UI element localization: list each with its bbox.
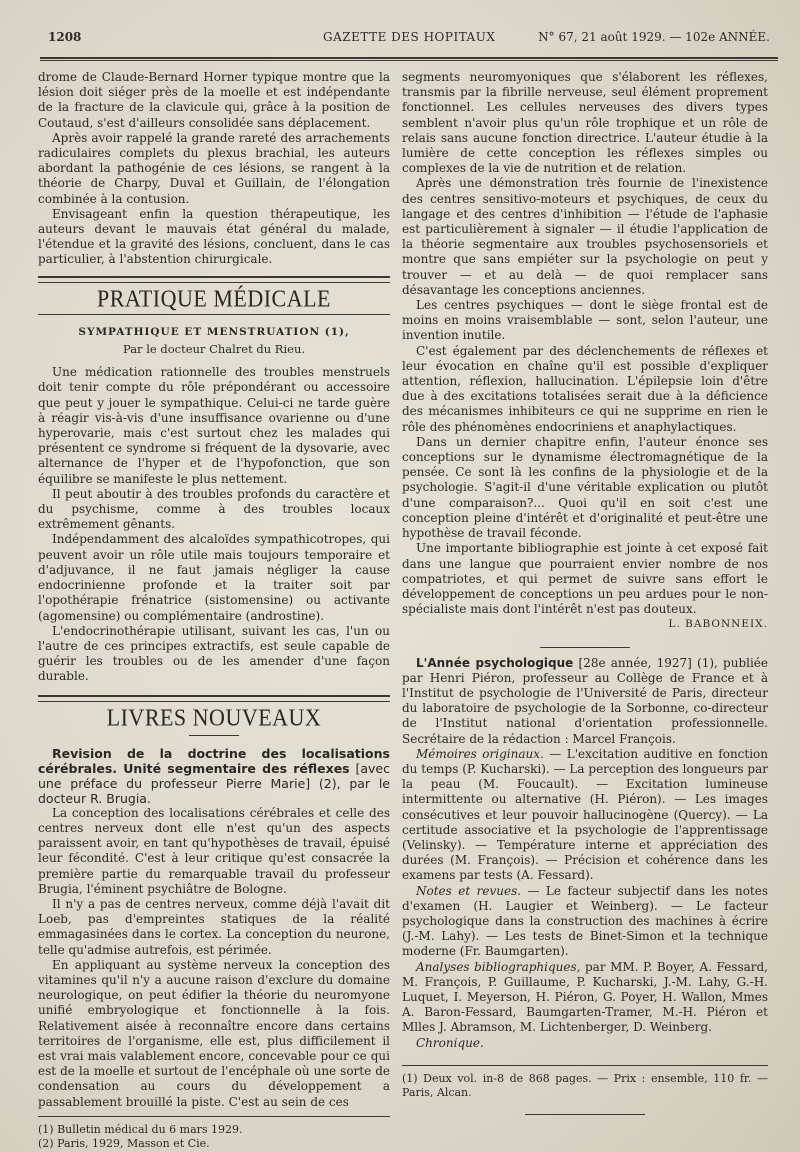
paragraph: segments neuromyoniques que s'élaborent les réflexes, transmis par la fibrille nerveuse, seul élément proprement fonctionnel. Les cellules nerveuses des divers types semblent n'avoir plus qu'un rôle trophique et un rôle de relais sans aucune fonction directrice. L'auteur étudie à la lumière de cette conception les réflexes simples ou complexes de la vie de nutrition et de relation. xyxy=(402,70,768,176)
paragraph: drome de Claude-Bernard Horner typique montre que la lésion doit siéger près de la moelle et est indépendante de la fracture de la clavicule qui, grâce à la position de Coutaud, s'est d'ailleurs consolidée sans déplacement. xyxy=(38,70,390,130)
paragraph: Après avoir rappelé la grande rareté des arrachements radiculaires complets du plexus brachial, les auteurs abordant la pathogénie de ces lésions, se rangent à la théorie de Charpy, Duval et Guillain, de l'élongation combinée à la contusion. xyxy=(38,130,390,206)
header-rule-thin xyxy=(40,60,778,61)
paragraph: Après une démonstration très fournie de l'inexistence des centres sensitivo-moteurs et psychiques, de ceux du langage et des centres d'inhibition — l'étude de l'aphasie est particulièrement à signaler — il étudie l'application de la théorie segmentaire aux troubles psychosensoriels et montre que sans empiéter sur la psychologie on peut y trouver — et au delà — de quoi remplacer sans désavantage les conceptions anciennes. xyxy=(402,176,768,297)
notes-label: Notes et revues. xyxy=(416,883,522,898)
ornament-rule xyxy=(525,1114,645,1115)
contents-paragraph xyxy=(402,747,768,884)
article-divider xyxy=(540,647,630,648)
footnotes xyxy=(38,1116,390,1151)
journal-title: GAZETTE DES HOPITAUX xyxy=(323,30,496,44)
contents-paragraph xyxy=(402,960,768,1036)
header-rule xyxy=(40,57,778,59)
analyses-text: par MM. P. Boyer, A. Fessard, M. François, P. Guillaume, P. Kucharski, J.-M. Lahy, G.-H. Luquet, I. Meyerson, H. Piéron, G. Poyer, H. Wallon, Mmes A. Baron-Fessard, Baumgarten-Tramer, M.-H. Piéron et Mlles J. Abramson, M. Lichtenberger, D. Weinberg. xyxy=(402,959,769,1035)
footnote: (2) Paris, 1929, Masson et Cie. xyxy=(38,1136,210,1150)
footnote-rule xyxy=(38,1116,390,1117)
paragraph: Une médication rationnelle des troubles menstruels doit tenir compte du rôle prépondérant ou accessoire que peut y jouer le sympathique. Celui-ci ne tarde guère à réagir vis-à-vis d'une insuffisance ovarienne ou d'une hyperovarie, mais c'est surtout chez les malades qui présentent ce syndrome si fréquent de la dysovarie, avec alternance de l'hyper et de l'hypofonction, que son équilibre se manifeste le plus nettement. xyxy=(38,365,390,486)
footnote: (1) Deux vol. in-8 de 868 pages. — Prix : ensemble, 110 fr. — Paris, Alcan. xyxy=(402,1071,768,1099)
left-column xyxy=(38,70,390,1151)
paragraph: Envisageant enfin la question thérapeutique, les auteurs devant le mauvais état général du malade, l'étendue et la gravité des lésions, concluent, dans le cas particulier, à l'abstention chirurgicale. xyxy=(38,206,390,267)
section-divider xyxy=(38,276,390,283)
book-heading xyxy=(38,746,390,806)
annee-paragraph xyxy=(402,656,768,747)
paragraph: En appliquant au système nerveux la conception des vitamines qu'il n'y a aucune raison d'exclure du domaine neurologique, on peut édifier la théorie du neuromyone unifié embryologique et fonctionnelle à la fois. Relativement aisée à reconnaître encore dans certains territoires de l'organisme, elle est, plus difficilement il est vrai mais valablement encore, concevable pour ce qui est de la moelle et surtout de l'encéphale où une sorte de condensation au cours du développement a passablement brouillé la piste. C'est au sein de ces xyxy=(38,957,390,1109)
article-author: Par le docteur Chalret du Rieu. xyxy=(122,342,306,357)
chronique-label: Chronique. xyxy=(416,1035,484,1050)
paragraph: C'est également par des déclenchements de réflexes et leur évocation en chaîne qu'il est possible d'expliquer attention, réflexion, hallucination. L'épilepsie loin d'être due à des excitations totalisées serait due à la déficience des mécanismes inhibiteurs ce qui ne supprime en rien le rôle des phénomènes endocriniens et anaphylactiques. xyxy=(402,343,768,434)
section-title-livres: LIVRES NOUVEAUX xyxy=(106,703,322,731)
paragraph: Il n'y a pas de centres nerveux, comme déjà l'avait dit Loeb, pas d'empreintes statiques de la réalité emmagasinées dans le cortex. La conception du neurone, telle qu'admise autrefois, est périmée. xyxy=(38,896,390,957)
analyses-label: Analyses bibliographiques, xyxy=(416,959,581,974)
section-divider xyxy=(38,314,390,315)
section-divider xyxy=(38,695,390,702)
section-title-pratique: PRATIQUE MÉDICALE xyxy=(97,284,331,312)
signature: L. BABONNEIX. xyxy=(668,618,768,631)
footnote: (1) Bulletin médical du 6 mars 1929. xyxy=(38,1122,243,1136)
short-divider xyxy=(189,735,239,736)
contents-paragraph xyxy=(402,1036,768,1051)
annee-intro: [28e année, 1927] (1), publiée par Henri Piéron, professeur au Collège de France et à l'Institut de psychologie de l'Université de Paris, directeur du laboratoire de psychologie de la Sorbonne, co-directeur de l'Institut national d'orientation professionnelle. Secrétaire de la rédaction : Marcel François. xyxy=(402,655,768,746)
issue-info: N° 67, 21 août 1929. — 102e ANNÉE. xyxy=(538,30,770,44)
page-header xyxy=(48,30,770,50)
right-column xyxy=(402,70,768,1129)
article-title: SYMPATHIQUE ET MENSTRUATION (1), xyxy=(78,325,350,338)
page-number: 1208 xyxy=(48,30,82,44)
footnote-rule xyxy=(402,1065,768,1066)
annee-title: L'Année psychologique xyxy=(416,655,574,670)
paragraph: L'endocrinothérapie utilisant, suivant les cas, l'un ou l'autre de ces principes extractifs, est seule capable de guérir les troubles ou de les amender d'une façon durable. xyxy=(38,623,390,684)
paragraph: Dans un dernier chapitre enfin, l'auteur énonce ses conceptions sur le dynamisme électromagnétique de la pensée. Ce sont là les confins de la physiologie et de la psychologie. S'agit-il d'une véritable explication ou plutôt d'une comparaison?... Quoi qu'il en soit c'est une conception pleine d'intérêt et d'originalité et peut-être une hypothèse de travail féconde. xyxy=(402,434,768,541)
paragraph: Il peut aboutir à des troubles profonds du caractère et du psychisme, comme à des troubles locaux extrêmement gênants. xyxy=(38,486,390,532)
contents-paragraph xyxy=(402,884,768,960)
paragraph: Les centres psychiques — dont le siège frontal est de moins en moins vraisemblable — sont, selon l'auteur, une invention inutile. xyxy=(402,298,768,343)
paragraph: Une importante bibliographie est jointe à cet exposé fait dans une langue que pourraient envier nombre de nos compatriotes, et qui permet de suivre sans effort le développement de conceptions un peu ardues pour le non-spécialiste mais dont l'intérêt n'est pas douteux. xyxy=(402,541,768,617)
memoires-text: — L'excitation auditive en fonction du temps (P. Kucharski). — La perception des longueurs par la peau (M. Foucault). — Excitation lumineuse intermittente ou alternative (H. Piéron). — Les images consécutives et leur pouvoir hallucinogène (Quercy). — La certitude associative et la psychologie de l'apprentissage (Velinsky). — Température interne et appréciation des durées (M. François). — Précision et cohérence dans les examens par tests (A. Fessard). xyxy=(402,746,769,883)
paragraph: Indépendamment des alcaloïdes sympathicotropes, qui peuvent avoir un rôle utile mais toujours temporaire et d'adjuvance, il ne faut jamais négliger la cause endocrinienne profonde et la traiter soit par l'opothérapie frénatrice (sistomensine) ou activante (agomensine) ou complémentaire (androstine). xyxy=(38,532,390,623)
notes-text: — Le facteur subjectif dans les notes d'examen (H. Laugier et Weinberg). — Le facteur psychologique dans la construction des machines à écrire (J.-M. Lahy). — Les tests de Binet-Simon et la technique moderne (Fr. Baumgarten). xyxy=(402,883,769,959)
book-details: [avec une préface du professeur Pierre Marie] (2), par le docteur R. Brugia. xyxy=(38,760,390,806)
paragraph: La conception des localisations cérébrales et celle des centres nerveux dont elle n'est qu'un des aspects paraissent avoir, en tant qu'hypothèses de travail, épuisé leur fécondité. C'est à leur critique qu'est consacrée la première partie du remarquable travail du professeur Brugia, l'éminent psychiâtre de Bologne. xyxy=(38,805,390,896)
memoires-label: Mémoires originaux. xyxy=(416,746,544,761)
book-title: Revision de la doctrine des localisations cérébrales. Unité segmentaire des réflexes xyxy=(38,745,390,776)
footnotes xyxy=(402,1065,768,1100)
